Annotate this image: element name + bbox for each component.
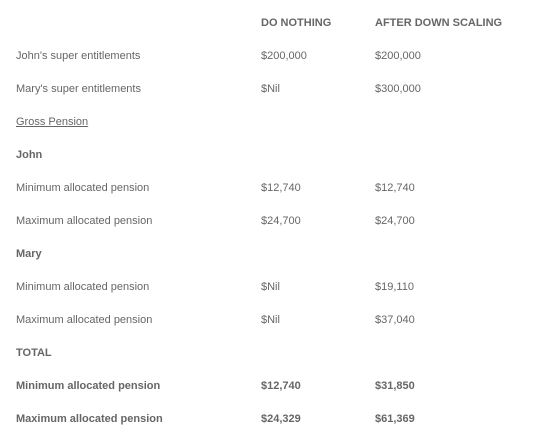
row-value-after-down-scaling: $24,700 — [375, 215, 415, 227]
row-value-do-nothing: $Nil — [261, 83, 280, 95]
row-value-do-nothing: $200,000 — [261, 50, 307, 62]
table-row-mary-max — [0, 311, 549, 329]
gross-pension-link[interactable]: Gross Pension — [16, 116, 89, 128]
header-do-nothing: DO NOTHING — [261, 17, 332, 29]
table-row-total-min — [0, 377, 549, 395]
section-heading-mary — [0, 245, 549, 263]
row-value-do-nothing: $12,740 — [261, 380, 301, 392]
table-row-mary-super — [0, 80, 549, 98]
row-label: Minimum allocated pension — [16, 281, 150, 293]
row-value-after-down-scaling: $37,040 — [375, 314, 415, 326]
row-value-do-nothing: $24,329 — [261, 413, 301, 425]
header-after-down-scaling: AFTER DOWN SCALING — [375, 17, 503, 29]
header-row — [0, 14, 549, 32]
row-value-after-down-scaling: $61,369 — [375, 413, 415, 425]
row-label: Maximum allocated pension — [16, 314, 153, 326]
section-heading-total — [0, 344, 549, 362]
row-value-do-nothing: $Nil — [261, 314, 280, 326]
row-value-after-down-scaling: $12,740 — [375, 182, 415, 194]
section-heading-label: Mary — [16, 248, 42, 260]
row-label: John's super entitlements — [16, 50, 141, 62]
row-value-do-nothing: $Nil — [261, 281, 280, 293]
row-label: Minimum allocated pension — [16, 380, 161, 392]
row-value-do-nothing: $12,740 — [261, 182, 301, 194]
section-heading-label: John — [16, 149, 43, 161]
section-heading-john — [0, 146, 549, 164]
table-row-mary-min — [0, 278, 549, 296]
row-label: Maximum allocated pension — [16, 215, 153, 227]
row-value-after-down-scaling: $31,850 — [375, 380, 415, 392]
row-value-do-nothing: $24,700 — [261, 215, 301, 227]
row-label: Mary's super entitlements — [16, 83, 141, 95]
table-row-john-max — [0, 212, 549, 230]
table-row-john-super — [0, 47, 549, 65]
row-value-after-down-scaling: $300,000 — [375, 83, 421, 95]
row-label: Minimum allocated pension — [16, 182, 150, 194]
table-row-gross-pension — [0, 113, 549, 131]
row-value-after-down-scaling: $19,110 — [375, 281, 414, 293]
row-value-after-down-scaling: $200,000 — [375, 50, 421, 62]
section-heading-label: TOTAL — [16, 347, 52, 359]
table-row-total-max — [0, 410, 549, 428]
row-label: Maximum allocated pension — [16, 413, 163, 425]
table-row-john-min — [0, 179, 549, 197]
